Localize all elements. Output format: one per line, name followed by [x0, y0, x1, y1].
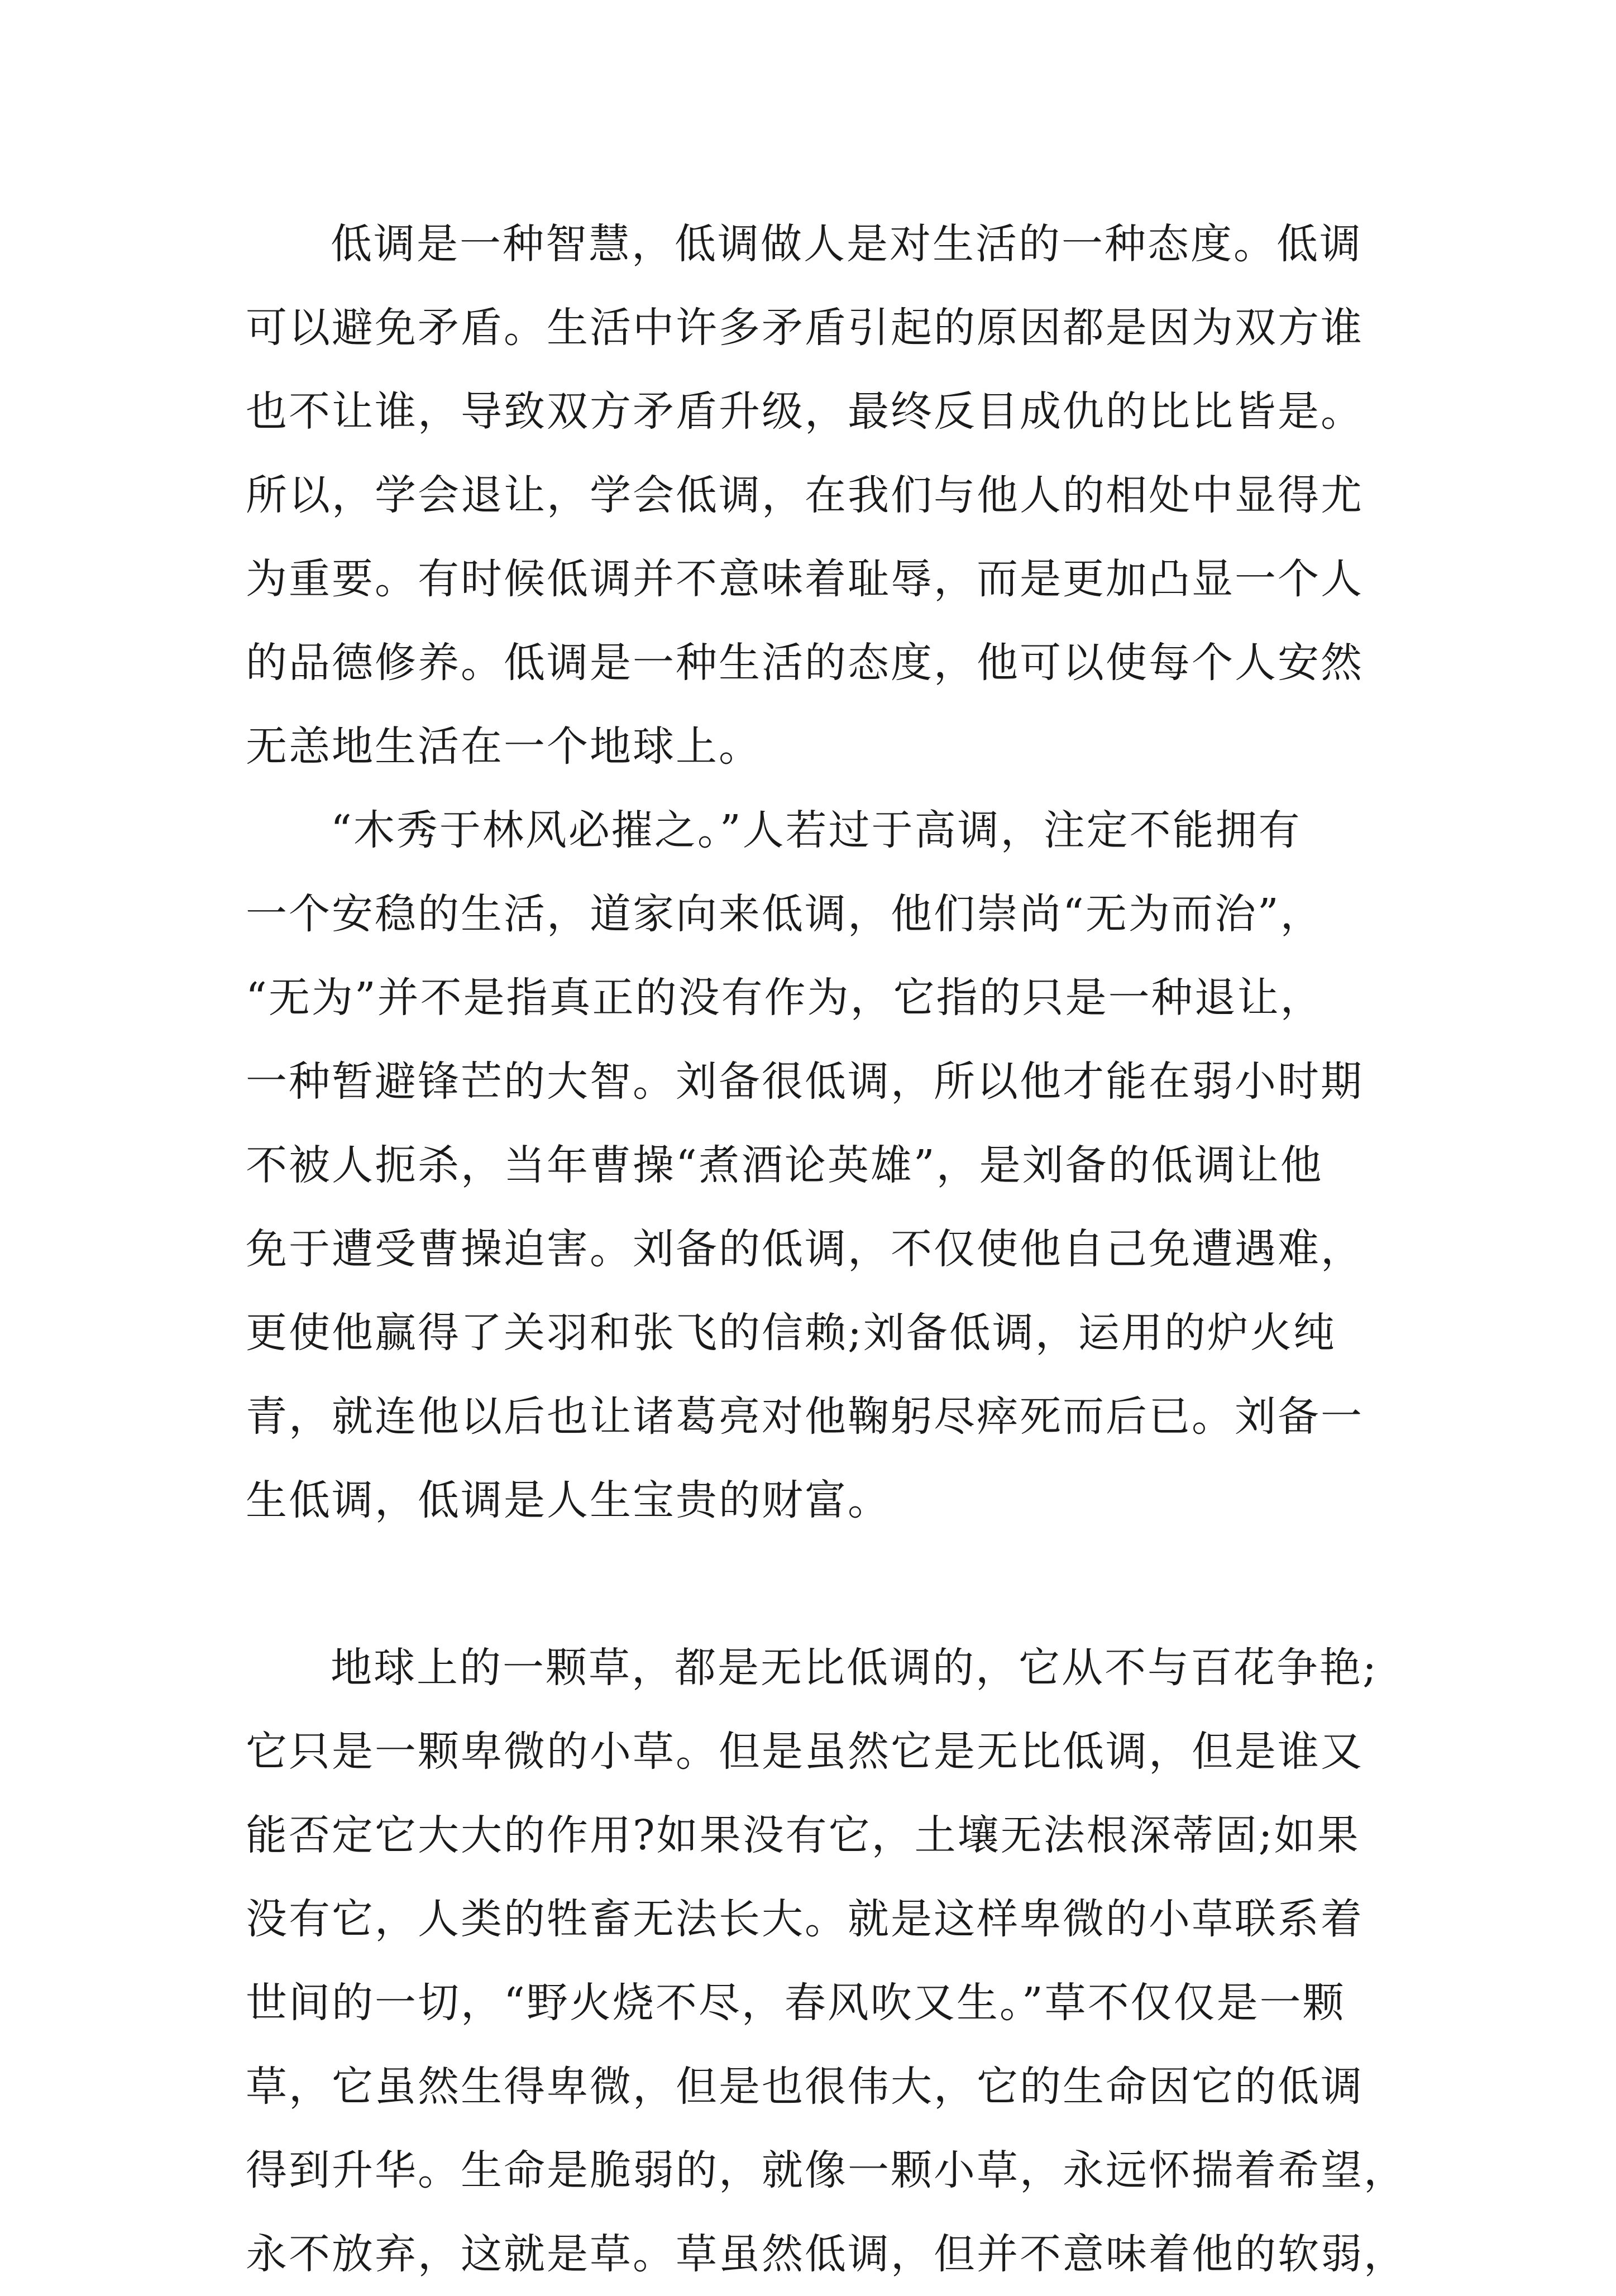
text-line: 也不让谁，导致双方矛盾升级，最终反目成仇的比比皆是。 — [246, 388, 1364, 436]
text-line: 能否定它大大的作用?如果没有它，土壤无法根深蒂固;如果 — [246, 1811, 1360, 1859]
text-line: 更使他赢得了关羽和张飞的信赖;刘备低调，运用的炉火纯 — [246, 1309, 1336, 1357]
text-line: 草，它虽然生得卑微，但是也很伟大，它的生命因它的低调 — [246, 2063, 1364, 2111]
paragraph-1 — [246, 202, 1390, 788]
text-line: 可以避免矛盾。生活中许多矛盾引起的原因都是因为双方谁 — [246, 304, 1364, 352]
text-line: 的品德修养。低调是一种生活的态度，他可以使每个人安然 — [246, 639, 1364, 687]
text-line: 它只是一颗卑微的小草。但是虽然它是无比低调，但是谁又 — [246, 1728, 1364, 1776]
text-line: 没有它，人类的牲畜无法长大。就是这样卑微的小草联系着 — [246, 1895, 1364, 1943]
paragraph-2 — [246, 788, 1390, 1626]
text-line: 地球上的一颗草，都是无比低调的，它从不与百花争艳; — [331, 1644, 1378, 1692]
text-line: “木秀于林风必摧之。”人若过于高调，注定不能拥有 — [331, 806, 1302, 854]
text-line: 青，就连他以后也让诸葛亮对他鞠躬尽瘁死而后已。刘备一 — [246, 1393, 1364, 1441]
text-line: 生低调，低调是人生宝贵的财富。 — [246, 1476, 891, 1524]
text-line: 无恙地生活在一个地球上。 — [246, 723, 762, 771]
text-line: “无为”并不是指真正的没有作为，它指的只是一种退让， — [246, 974, 1323, 1022]
text-line: 一个安稳的生活，道家向来低调，他们崇尚“无为而治”， — [246, 890, 1323, 938]
paragraph-3 — [246, 1626, 1407, 2296]
text-line: 免于遭受曹操迫害。刘备的低调，不仅使他自己免遭遇难， — [246, 1225, 1364, 1273]
text-line: 世间的一切，“野火烧不尽，春风吹又生。”草不仅仅是一颗 — [246, 1979, 1346, 2027]
text-line: 所以，学会退让，学会低调，在我们与他人的相处中显得尤 — [246, 471, 1364, 519]
text-line: 永不放弃，这就是草。草虽然低调，但并不意味着他的软弱， — [246, 2230, 1407, 2278]
text-line: 得到升华。生命是脆弱的，就像一颗小草，永远怀揣着希望， — [246, 2146, 1407, 2194]
text-line: 为重要。有时候低调并不意味着耻辱，而是更加凸显一个人 — [246, 555, 1364, 603]
text-line: 低调是一种智慧，低调做人是对生活的一种态度。低调 — [331, 220, 1362, 268]
text-line: 不被人扼杀，当年曹操“煮酒论英雄”，是刘备的低调让他 — [246, 1141, 1323, 1189]
text-line: 一种暂避锋芒的大智。刘备很低调，所以他才能在弱小时期 — [246, 1058, 1364, 1106]
essay-body — [246, 202, 1407, 2296]
text-line — [246, 1542, 1390, 1626]
